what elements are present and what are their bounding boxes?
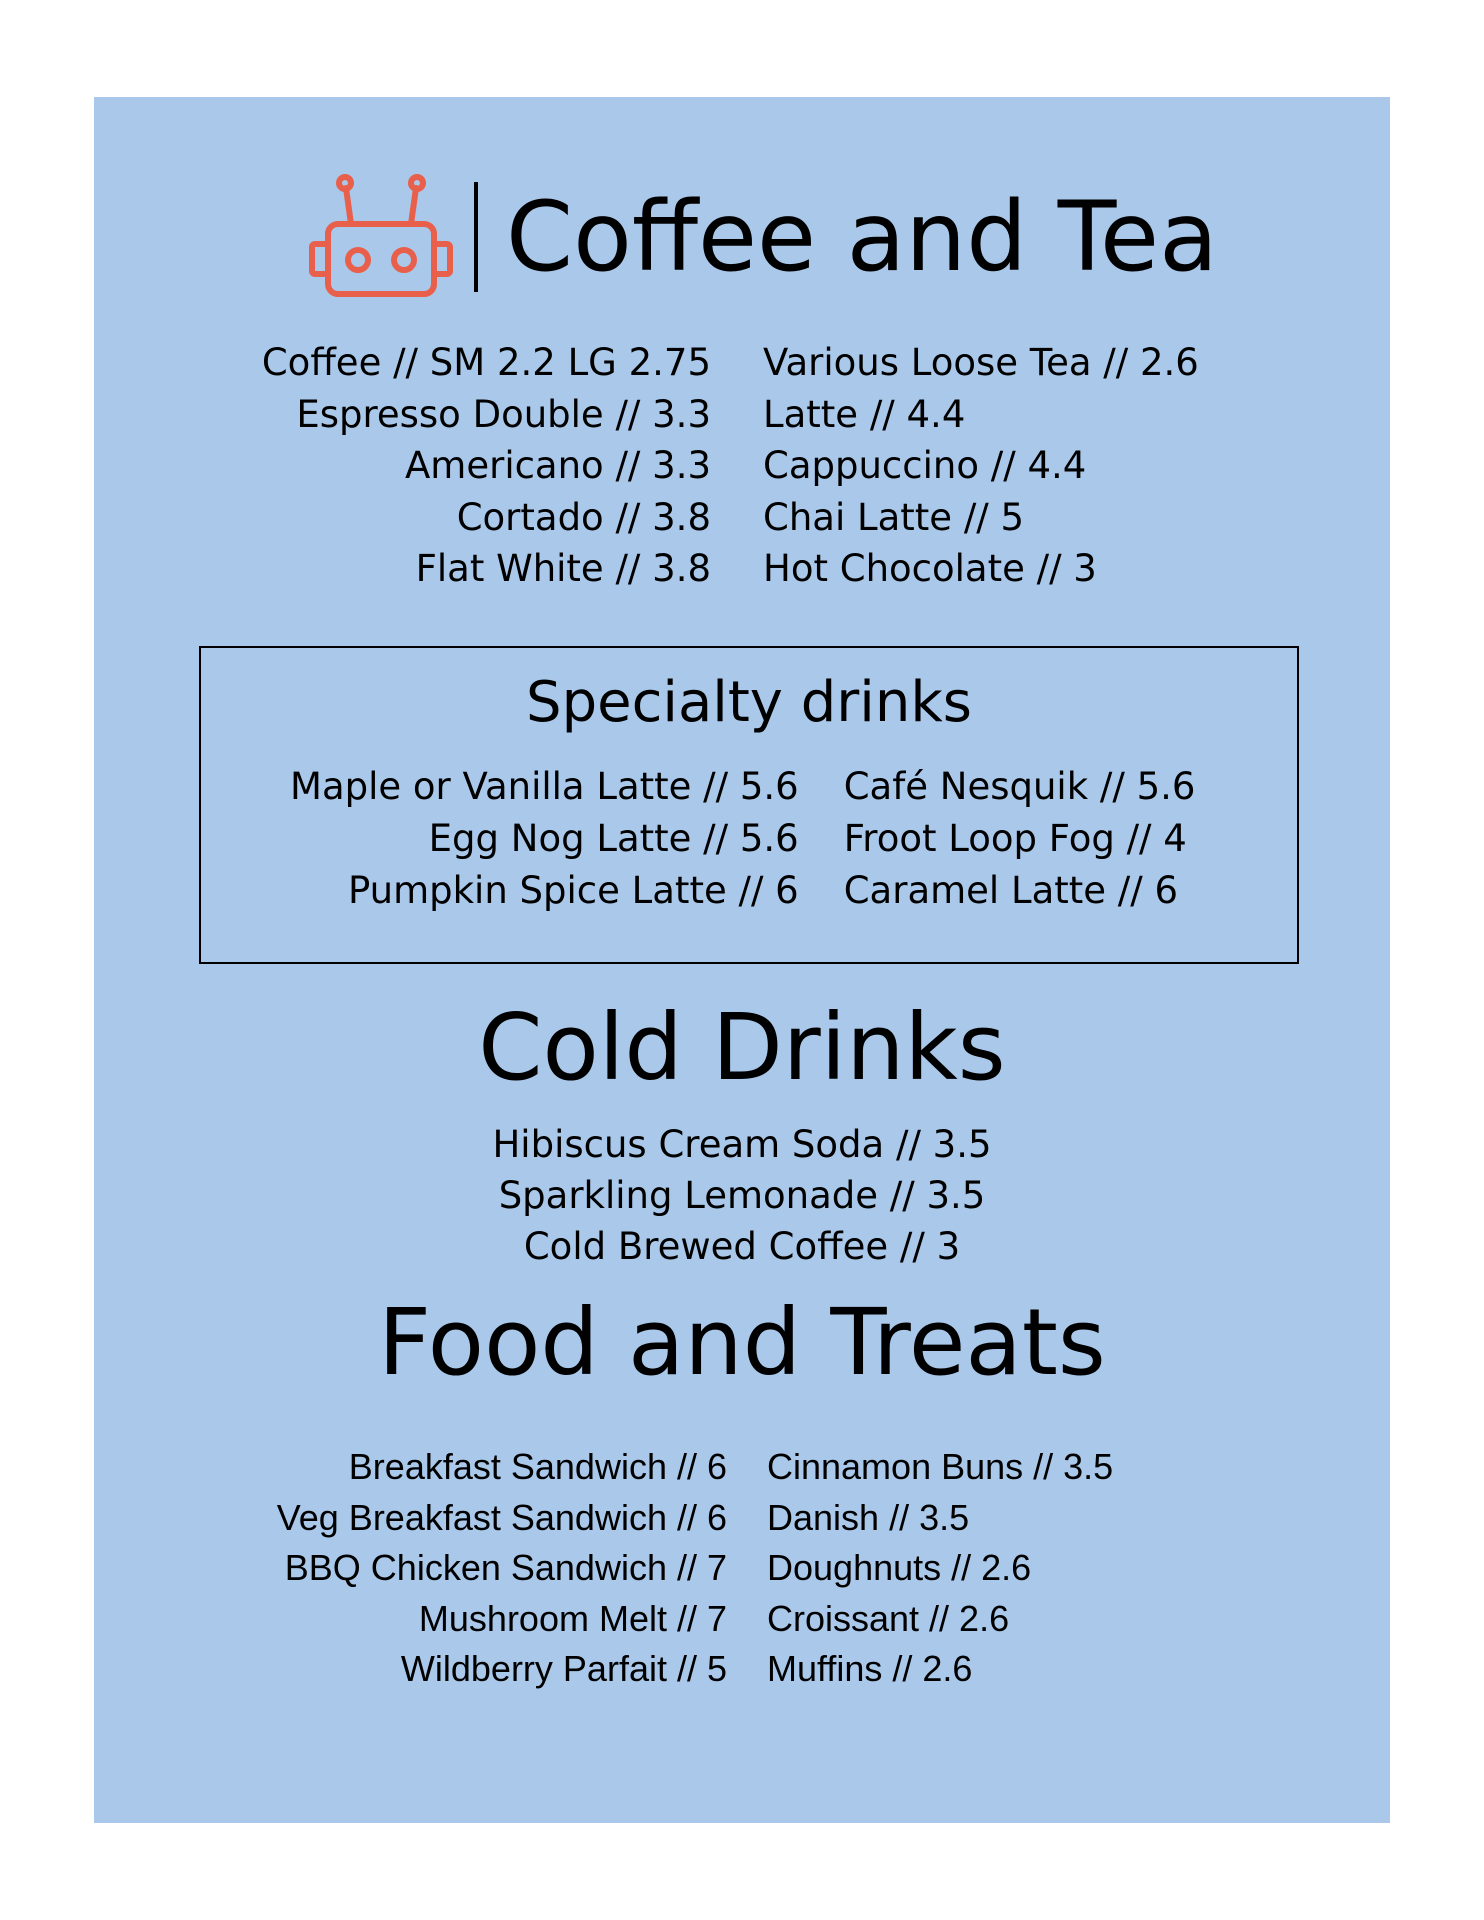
menu-item: Croissant // 2.6 xyxy=(767,1597,1010,1639)
specialty-left-column xyxy=(201,761,799,917)
menu-item: Hibiscus Cream Soda // 3.5 xyxy=(492,1123,992,1166)
robot-icon xyxy=(306,172,456,302)
menu-item: Hot Chocolate // 3 xyxy=(763,547,1097,590)
menu-item: Doughnuts // 2.6 xyxy=(767,1547,1032,1588)
menu-item: Breakfast Sandwich // 6 xyxy=(348,1446,727,1487)
food-title: Food and Treats xyxy=(378,1289,1106,1396)
menu-item: Chai Latte // 5 xyxy=(763,495,1025,539)
coffee-left-column xyxy=(181,337,711,595)
specialty-menu xyxy=(201,761,1297,917)
specialty-drinks-box xyxy=(199,646,1299,964)
menu-item: Wildberry Parfait // 5 xyxy=(400,1648,727,1689)
menu-sheet xyxy=(94,97,1390,1823)
menu-item: Egg Nog Latte // 5.6 xyxy=(428,817,799,860)
page-title: Coffee and Tea xyxy=(506,181,1218,293)
menu-item: Cappuccino // 4.4 xyxy=(763,444,1087,487)
specialty-title: Specialty drinks xyxy=(526,670,972,735)
menu-item: Maple or Vanilla Latte // 5.6 xyxy=(290,765,799,808)
food-menu xyxy=(94,1442,1390,1695)
menu-item: Cold Brewed Coffee // 3 xyxy=(523,1225,961,1268)
cold-drinks-list xyxy=(94,1119,1390,1272)
menu-item: Coffee // SM 2.2 LG 2.75 xyxy=(261,341,711,384)
menu-item: Various Loose Tea // 2.6 xyxy=(763,341,1199,384)
title-divider xyxy=(474,182,478,292)
coffee-right-column xyxy=(763,337,1303,595)
header xyxy=(94,167,1390,307)
menu-item: Latte // 4.4 xyxy=(763,392,966,436)
specialty-right-column xyxy=(844,761,1297,917)
menu-item: Cortado // 3.8 xyxy=(456,495,711,539)
menu-item: BBQ Chicken Sandwich // 7 xyxy=(284,1547,727,1588)
menu-item: Muffins // 2.6 xyxy=(767,1648,973,1689)
menu-item: Veg Breakfast Sandwich // 6 xyxy=(276,1496,727,1538)
menu-item: Froot Loop Fog // 4 xyxy=(843,817,1187,860)
menu-item: Caramel Latte // 6 xyxy=(843,869,1179,912)
menu-item: Sparkling Lemonade // 3.5 xyxy=(498,1174,986,1217)
cold-drinks-title: Cold Drinks xyxy=(478,994,1006,1101)
menu-item: Flat White // 3.8 xyxy=(415,547,711,590)
menu-item: Americano // 3.3 xyxy=(404,444,711,487)
food-right-column xyxy=(767,1442,1297,1695)
coffee-tea-menu xyxy=(94,337,1390,595)
menu-item: Danish // 3.5 xyxy=(767,1496,970,1538)
menu-item: Espresso Double // 3.3 xyxy=(296,392,711,436)
food-left-column xyxy=(187,1442,727,1695)
menu-item: Mushroom Melt // 7 xyxy=(418,1597,727,1639)
menu-item: Pumpkin Spice Latte // 6 xyxy=(347,869,799,912)
menu-item: Cinnamon Buns // 3.5 xyxy=(767,1446,1114,1487)
menu-item: Café Nesquik // 5.6 xyxy=(843,765,1196,808)
